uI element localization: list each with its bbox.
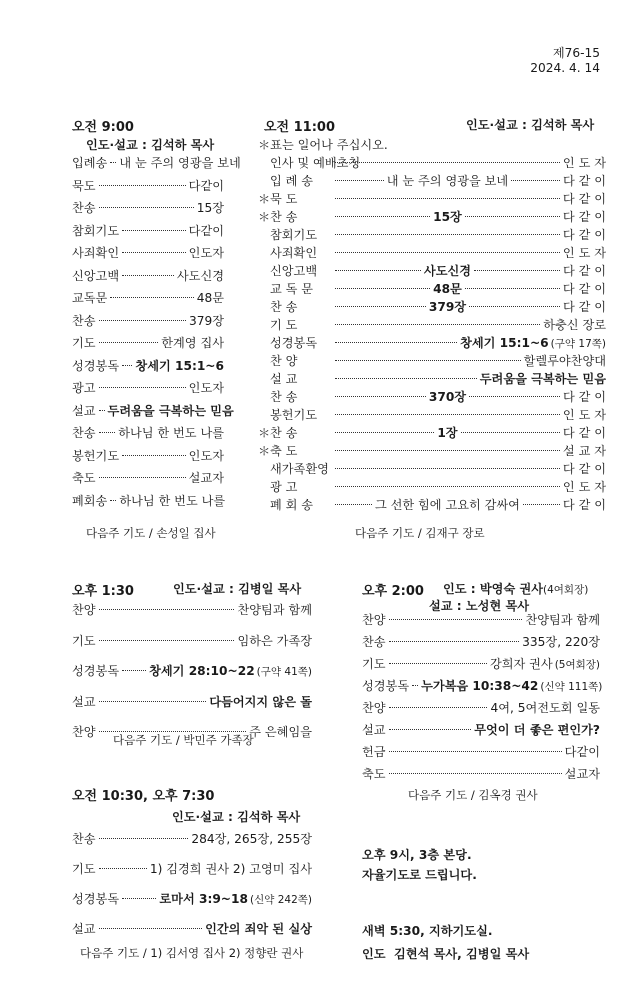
program-value: 인도자 xyxy=(188,381,224,395)
program-label: 찬양 xyxy=(362,701,386,715)
program-row xyxy=(72,601,312,619)
program-row xyxy=(72,662,312,680)
standing-marker: ＊ xyxy=(258,444,271,458)
program-row xyxy=(362,699,600,717)
leader-dots xyxy=(335,270,421,271)
program-label: 봉헌기도 xyxy=(72,448,120,463)
leader-dots xyxy=(99,838,189,839)
program-value: 두려움을 극복하는 믿음 xyxy=(479,372,606,386)
program-value: 하나님 한 번도 나를 xyxy=(119,493,226,508)
leader-dots xyxy=(335,288,430,289)
leader-dots xyxy=(110,162,116,163)
leader-dots xyxy=(335,216,430,217)
program-label: 찬양 xyxy=(72,725,96,739)
program-row xyxy=(258,442,606,460)
program-row xyxy=(258,460,606,478)
program-value: 창세기 28:10~22 xyxy=(149,664,255,678)
program-row xyxy=(72,379,224,397)
program-value: 다 같 이 xyxy=(562,174,607,188)
program-row xyxy=(72,860,312,878)
program-row xyxy=(258,406,606,424)
program-row xyxy=(258,478,606,496)
next-week-prayer: 다음주 기도 / 김옥경 권사 xyxy=(408,788,538,802)
program-label: 찬양 xyxy=(72,603,96,617)
program-value: 다 같 이 xyxy=(562,390,607,404)
dawn-prayer-leaders: 인도 김현석 목사, 김병일 목사 xyxy=(362,947,530,961)
program-row xyxy=(72,177,224,195)
service-time: 오전 10:30, 오후 7:30 xyxy=(72,789,215,804)
service-leader: 인도·설교 : 김병일 목사 xyxy=(173,582,302,596)
leader-dots xyxy=(389,619,523,620)
leader-dots xyxy=(469,306,560,307)
service-leader: 인도·설교 : 김석하 목사 xyxy=(86,138,215,152)
program-row xyxy=(362,743,600,761)
program-note: (신약 111쪽) xyxy=(540,681,603,693)
program-label: 신앙고백 xyxy=(72,268,120,283)
leader-dots xyxy=(122,230,186,231)
program-row xyxy=(258,244,606,262)
leader-dots xyxy=(461,432,560,433)
program-label: 찬 송 xyxy=(270,210,298,224)
program-row xyxy=(362,721,600,739)
program-label: 기도 xyxy=(72,336,96,350)
program-label: 기 도 xyxy=(270,318,298,332)
service-preacher: 설교 : 노성현 목사 xyxy=(429,599,530,613)
program-note: (구약 41쪽) xyxy=(256,666,312,678)
leader-dots xyxy=(99,342,159,343)
program-row xyxy=(72,447,224,465)
program-row xyxy=(72,244,224,262)
program-value: 찬양팀과 함께 xyxy=(525,613,600,627)
leader-dots xyxy=(389,751,562,752)
leader-dots xyxy=(335,378,477,379)
leader-dots xyxy=(99,185,186,186)
next-week-prayer: 다음주 기도 / 박민주 가족장 xyxy=(113,733,254,747)
program-label: 축도 xyxy=(72,471,96,485)
leader-dots xyxy=(99,432,116,433)
program-value: 4여, 5여전도회 일동 xyxy=(490,701,600,715)
program-value: 설교자 xyxy=(188,471,224,485)
program-row xyxy=(258,154,606,172)
program-value: 인도자 xyxy=(188,448,224,463)
leader-dots xyxy=(465,288,560,289)
leader-dots xyxy=(99,387,186,388)
program-label: 설교 xyxy=(72,403,96,418)
program-value: 내 눈 주의 영광을 보네 xyxy=(119,156,241,170)
program-value: 다 같 이 xyxy=(562,426,606,440)
program-label: 성경봉독 xyxy=(72,358,120,373)
leader-dots xyxy=(412,685,418,686)
program-row xyxy=(72,289,224,307)
leader-dots xyxy=(99,868,147,869)
program-row xyxy=(258,262,606,280)
program-value: 다듬어지지 않은 돌 xyxy=(209,694,312,709)
program-row xyxy=(258,280,606,298)
leader-dots xyxy=(99,928,203,929)
program-label: 성경봉독 xyxy=(72,892,120,906)
program-value: 48문 xyxy=(196,291,224,305)
leader-dots xyxy=(99,320,186,321)
program-value: 1) 김경희 권사 2) 고영미 집사 xyxy=(149,862,312,876)
leader-dots xyxy=(389,729,472,730)
leader-dots xyxy=(110,500,116,501)
leader-dots xyxy=(122,252,186,253)
program-value: 15장 xyxy=(196,201,224,215)
leader-dots xyxy=(99,640,235,641)
leader-dots xyxy=(122,670,146,671)
program-value: 하충신 장로 xyxy=(543,318,606,332)
program-value: 한계영 집사 xyxy=(161,336,224,350)
program-label: 사죄확인 xyxy=(270,246,318,260)
program-content: 1장 xyxy=(437,426,458,440)
leader-dots xyxy=(465,216,560,217)
program-row xyxy=(72,424,224,442)
next-week-prayer: 다음주 기도 / 1) 김서영 집사 2) 정향란 권사 xyxy=(80,946,304,960)
dawn-prayer-place: 새벽 5:30, 지하기도실. xyxy=(362,924,493,938)
program-value: 창세기 15:1~6 xyxy=(135,358,224,373)
evening-prayer-place: 오후 9시, 3층 본당. xyxy=(362,848,472,862)
leader-dots xyxy=(389,663,487,664)
leader-dots xyxy=(335,252,560,253)
leader-dots xyxy=(99,207,194,208)
leader-dots xyxy=(122,898,156,899)
program-label: 기도 xyxy=(362,657,386,671)
program-label: 묵도 xyxy=(72,178,96,193)
program-label: 설 교 xyxy=(270,372,298,386)
leader-dots xyxy=(122,275,174,276)
program-row xyxy=(72,357,224,375)
program-content: 내 눈 주의 영광을 보네 xyxy=(386,174,509,188)
program-label: 교 독 문 xyxy=(270,282,314,296)
program-label: 인사 및 예배초청 xyxy=(270,156,361,170)
program-row xyxy=(362,655,600,673)
leader-dots xyxy=(511,180,560,181)
program-value: 인도자 xyxy=(188,246,224,260)
program-content: 그 선한 힘에 고요히 감싸여 xyxy=(374,498,520,512)
program-content: 370장 xyxy=(428,390,467,404)
program-value: 인 도 자 xyxy=(562,246,606,260)
program-label: 폐 회 송 xyxy=(270,498,314,512)
service-leader: 인도 : 박영숙 권사(4여회장) xyxy=(443,582,589,596)
leader-dots xyxy=(99,701,207,702)
program-value: 창세기 15:1~6 xyxy=(460,336,549,350)
program-content: 48문 xyxy=(433,282,462,296)
program-label: 폐회송 xyxy=(72,493,108,508)
next-week-prayer: 다음주 기도 / 손성일 집사 xyxy=(86,526,216,540)
program-row xyxy=(72,693,312,711)
program-label: 설교 xyxy=(72,694,96,709)
standing-marker: ＊ xyxy=(258,426,271,440)
program-row xyxy=(72,492,224,510)
program-value: 사도신경 xyxy=(176,268,224,283)
leader-dots xyxy=(389,773,562,774)
leader-dots xyxy=(335,180,384,181)
leader-dots xyxy=(122,365,132,366)
program-value: 다 같 이 xyxy=(562,228,606,242)
issue-number: 제76-15 xyxy=(552,46,600,60)
program-label: 찬 송 xyxy=(270,426,298,440)
program-label: 축 도 xyxy=(270,444,298,458)
program-label: 축도 xyxy=(362,767,386,781)
program-label: 참회기도 xyxy=(270,228,318,242)
program-row xyxy=(72,920,312,938)
leader-dots xyxy=(122,455,186,456)
program-value: 다 같 이 xyxy=(562,462,606,476)
leader-dots xyxy=(335,342,457,343)
program-value: 누가복음 10:38~42 xyxy=(421,679,539,693)
service-time: 오전 11:00 xyxy=(264,120,336,135)
program-label: 찬양 xyxy=(362,613,386,627)
program-value: 다 같 이 xyxy=(562,300,607,314)
leader-dots xyxy=(389,641,520,642)
program-label: 찬송 xyxy=(72,313,96,328)
program-row xyxy=(258,496,606,514)
leader-dots xyxy=(99,477,186,478)
program-label: 입례송 xyxy=(72,156,108,170)
program-label: 광 고 xyxy=(270,480,298,494)
program-label: 찬 송 xyxy=(270,390,298,404)
program-label: 묵 도 xyxy=(270,192,298,206)
program-value: 인간의 죄악 된 실상 xyxy=(205,922,312,936)
program-row xyxy=(72,469,224,487)
program-row xyxy=(72,334,224,352)
program-label: 광고 xyxy=(72,381,96,395)
program-value: 하나님 한 번도 나를 xyxy=(118,426,224,440)
program-value: 두려움을 극복하는 믿음 xyxy=(107,403,234,418)
program-row xyxy=(258,370,606,388)
program-row xyxy=(72,890,312,908)
program-value: 로마서 3:9~18 xyxy=(159,892,248,906)
program-row xyxy=(258,190,606,208)
program-row xyxy=(362,633,600,651)
program-row xyxy=(72,199,224,217)
program-content: 379장 xyxy=(428,300,467,314)
leader-dots xyxy=(469,396,560,397)
leader-dots xyxy=(335,396,426,397)
program-value: 335장, 220장 xyxy=(522,635,600,649)
program-note: (신약 242쪽) xyxy=(249,894,312,906)
program-value: 인 도 자 xyxy=(562,408,606,422)
program-label: 찬송 xyxy=(72,426,96,440)
program-value: 다같이 xyxy=(188,223,224,238)
leader-dots xyxy=(335,360,521,361)
standing-marker: ＊ xyxy=(258,192,271,206)
leader-dots xyxy=(335,414,560,415)
program-row xyxy=(72,312,224,330)
issue-date: 2024. 4. 14 xyxy=(530,61,600,75)
leader-dots xyxy=(335,234,560,235)
program-label: 찬송 xyxy=(72,201,96,215)
program-note: (구약 17쪽) xyxy=(550,338,606,350)
program-label: 참회기도 xyxy=(72,223,120,238)
program-row xyxy=(258,424,606,442)
next-week-prayer: 다음주 기도 / 김재구 장로 xyxy=(355,526,485,540)
program-label: 성경봉독 xyxy=(270,336,318,350)
leader-dots xyxy=(99,609,235,610)
program-value: 설교자 xyxy=(564,767,600,781)
leader-dots xyxy=(335,486,560,487)
program-note: (5여회장) xyxy=(554,659,600,671)
program-value: 설 교 자 xyxy=(562,444,606,458)
program-row xyxy=(258,172,606,190)
evening-prayer-note: 자율기도로 드립니다. xyxy=(362,868,477,882)
program-row xyxy=(258,334,606,352)
program-value: 인 도 자 xyxy=(562,480,606,494)
program-label: 찬송 xyxy=(72,832,96,846)
leader-dots xyxy=(523,504,560,505)
program-value: 인 도 자 xyxy=(562,156,606,170)
program-value: 임하은 가족장 xyxy=(237,633,312,648)
program-row xyxy=(258,298,606,316)
program-row xyxy=(258,226,606,244)
program-row xyxy=(258,388,606,406)
leader-dots xyxy=(335,468,560,469)
program-row xyxy=(72,632,312,650)
program-label: 기도 xyxy=(72,633,96,648)
program-value: 다같이 xyxy=(188,178,224,193)
program-value: 다 같 이 xyxy=(562,264,607,278)
program-label: 봉헌기도 xyxy=(270,408,318,422)
program-value: 다같이 xyxy=(564,745,600,759)
program-value: 강희자 권사 xyxy=(489,657,553,671)
program-value: 다 같 이 xyxy=(562,282,606,296)
program-value: 찬양팀과 함께 xyxy=(237,603,312,617)
program-label: 설교 xyxy=(72,922,96,936)
program-row xyxy=(72,830,312,848)
program-label: 설교 xyxy=(362,723,386,737)
program-label: 성경봉독 xyxy=(362,679,410,693)
program-content: 사도신경 xyxy=(423,264,472,278)
program-row xyxy=(72,402,234,420)
service-time: 오후 1:30 xyxy=(72,584,134,599)
program-label: 사죄확인 xyxy=(72,246,120,260)
leader-dots xyxy=(335,324,540,325)
service-time: 오전 9:00 xyxy=(72,120,134,135)
leader-dots xyxy=(335,198,560,199)
program-row xyxy=(362,765,600,783)
program-content: 15장 xyxy=(433,210,462,224)
program-label: 헌금 xyxy=(362,745,386,759)
leader-dots xyxy=(335,450,560,451)
program-label: 찬 양 xyxy=(270,354,298,368)
service-leader: 인도·설교 : 김석하 목사 xyxy=(466,118,595,132)
program-row xyxy=(72,222,224,240)
program-row xyxy=(258,316,606,334)
program-row xyxy=(258,208,606,226)
standing-marker: ＊ xyxy=(258,210,271,224)
program-value: 할렐루야찬양대 xyxy=(523,354,606,368)
leader-dots xyxy=(99,410,105,411)
program-label: 입 례 송 xyxy=(270,174,314,188)
standing-note: ＊표는 일어나 주십시오. xyxy=(258,138,388,152)
program-row xyxy=(258,352,606,370)
leader-dots xyxy=(335,432,434,433)
leader-dots xyxy=(335,306,426,307)
program-value: 주 은혜임을 xyxy=(249,725,312,739)
program-label: 성경봉독 xyxy=(72,664,120,678)
leader-dots xyxy=(335,162,560,163)
program-label: 새가족환영 xyxy=(270,462,329,476)
program-row xyxy=(362,677,603,695)
leader-dots xyxy=(389,707,488,708)
leader-dots xyxy=(110,297,193,298)
leader-dots xyxy=(335,504,372,505)
program-label: 신앙고백 xyxy=(270,264,318,278)
program-value: 무엇이 더 좋은 편인가? xyxy=(474,723,600,737)
program-label: 교독문 xyxy=(72,291,108,305)
program-label: 찬 송 xyxy=(270,300,298,314)
program-row xyxy=(72,154,241,172)
program-value: 284장, 265장, 255장 xyxy=(191,832,312,846)
program-value: 다 같 이 xyxy=(562,210,606,224)
program-row xyxy=(362,611,600,629)
program-value: 다 같 이 xyxy=(562,498,606,512)
program-value: 다 같 이 xyxy=(562,192,606,206)
service-time: 오후 2:00 xyxy=(362,584,424,599)
program-row xyxy=(72,267,224,285)
program-value: 379장 xyxy=(188,313,224,328)
service-leader: 인도·설교 : 김석하 목사 xyxy=(172,810,301,824)
program-label: 기도 xyxy=(72,862,96,876)
program-label: 찬송 xyxy=(362,635,386,649)
leader-dots xyxy=(474,270,560,271)
